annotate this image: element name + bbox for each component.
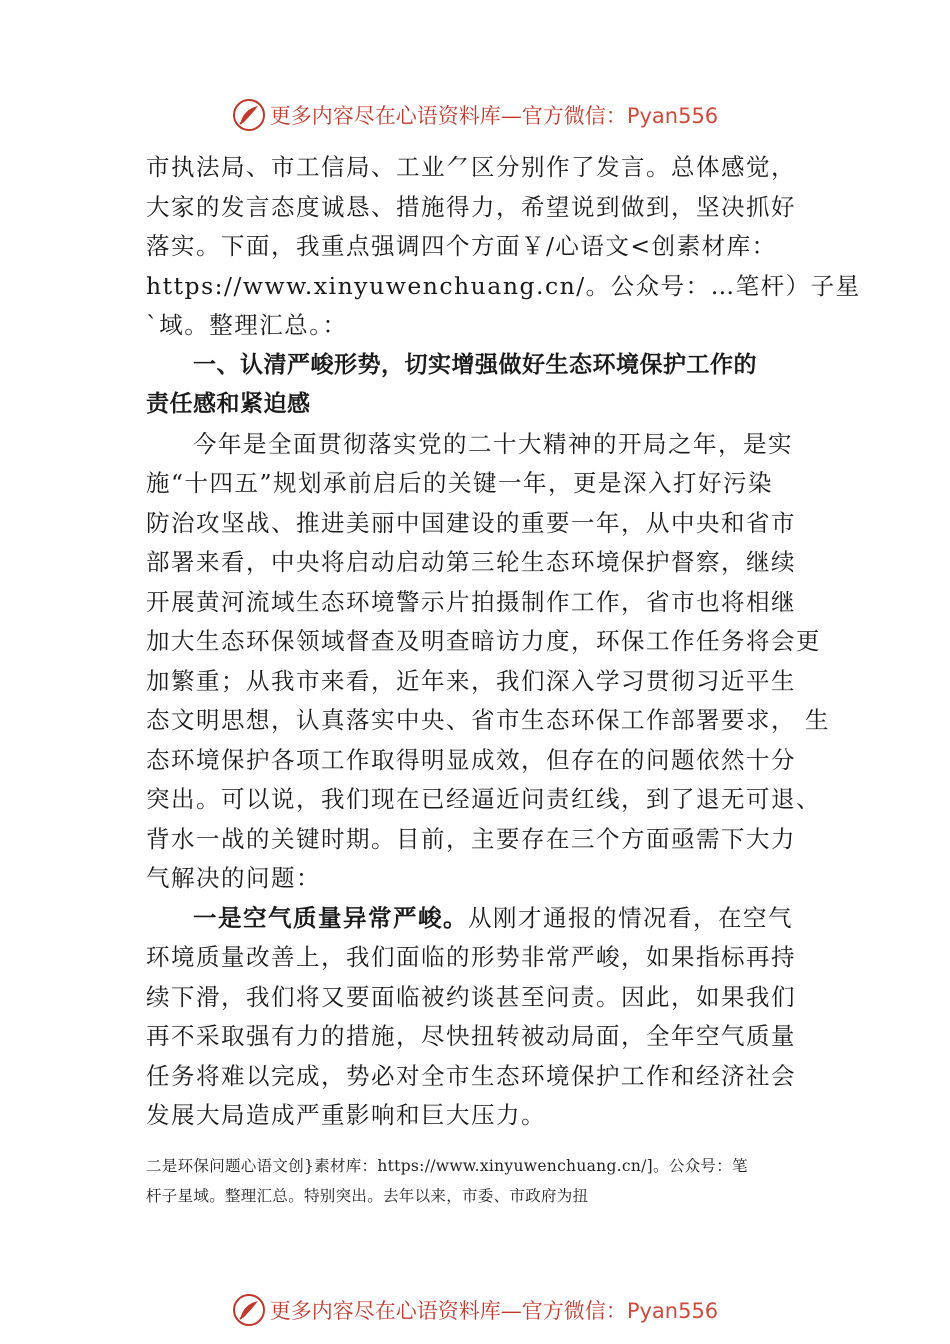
text-line: 防治攻坚战、推进美丽中国建设的重要一年，从中央和省市: [146, 508, 796, 537]
text-line: 加大生态环保领域督查及明查暗访力度，环保工作任务将会更: [146, 627, 821, 655]
banner-text: 更多内容尽在心语资料库—官方微信：Pyan556: [269, 104, 719, 128]
text-span: 从刚才通报的情况看，在空气: [468, 903, 793, 932]
text-line: 态环境保护各项工作取得明显成效，但存在的问题依然十分: [146, 745, 796, 774]
text-line: 今年是全面贯彻落实党的二十大精神的开局之年，是实: [193, 429, 793, 458]
text-line: 再不采取强有力的措施，尽快扭转被动局面，全年空气质量: [146, 1022, 796, 1050]
small-text-block: [146, 1151, 836, 1211]
library-logo-icon: [232, 98, 266, 132]
text-line: 大家的发言态度诚恳、措施得力，希望说到做到，坚决抓好: [146, 192, 796, 221]
text-line: 部署来看，中央将启动启动第三轮生态环境保护督察，继续: [146, 548, 796, 576]
text-line: 环境质量改善上，我们面临的形势非常严峻，如果指标再持: [146, 943, 796, 971]
section-heading: 责任感和紧迫感: [146, 391, 311, 417]
text-line: 态文明思想，认真落实中央、省市生态环保工作部署要求， 生: [146, 706, 830, 734]
small-text-line: 二是环保问题心语文创}素材库：https://www.xinyuwenchuang.cn/]。公众号：笔: [146, 1157, 748, 1175]
text-line: https://www.xinyuwenchuang.cn/。公众号：…笔杆）子星: [146, 271, 861, 300]
wechat-id: Pyan556: [626, 1299, 719, 1323]
text-line: 背水一战的关键时期。目前，主要存在三个方面亟需下大力: [146, 824, 796, 853]
bold-lead: 一是空气质量异常严峻。: [193, 903, 468, 932]
text-line: 施“十四五”规划承前启后的关键一年，更是深入打好污染: [146, 469, 774, 497]
text-line: 市执法局、市工信局、工业⺈区分别作了发言。总体感觉，: [146, 153, 796, 181]
footer-banner: [0, 1288, 950, 1332]
wechat-id: Pyan556: [626, 104, 719, 128]
small-text-line: 杆子星域。整理汇总。特别突出。去年以来，市委、市政府为扭: [146, 1187, 589, 1205]
banner-text: 更多内容尽在心语资料库—官方微信：Pyan556: [269, 1299, 719, 1323]
text-line: 开展黄河流域生态环境警示片拍摄制作工作，省市也将相继: [146, 587, 796, 616]
text-line: 任务将难以完成，势必对全市生态环境保护工作和经济社会: [146, 1061, 796, 1090]
text-line: 续下滑，我们将又要面临被约谈甚至问责。因此，如果我们: [146, 982, 796, 1011]
library-logo-icon: [232, 1293, 266, 1327]
document-body: [146, 148, 861, 1136]
text-line: `域。整理汇总。：: [146, 311, 348, 339]
text-line: 加繁重；从我市来看，近年来，我们深入学习贯彻习近平生: [146, 666, 796, 695]
text-line: 气解决的问题：: [146, 864, 321, 892]
text-line: 突出。可以说，我们现在已经逼近问责红线，到了退无可退、: [146, 785, 821, 813]
text-line: 落实。下面，我重点强调四个方面￥/心语文<创素材库：: [146, 232, 777, 260]
header-banner: [0, 93, 950, 137]
section-heading: 一、认清严峻形势，切实增强做好生态环境保护工作的: [193, 351, 757, 378]
text-line: [146, 899, 826, 939]
text-line: 发展大局造成严重影响和巨大压力。: [146, 1101, 546, 1129]
